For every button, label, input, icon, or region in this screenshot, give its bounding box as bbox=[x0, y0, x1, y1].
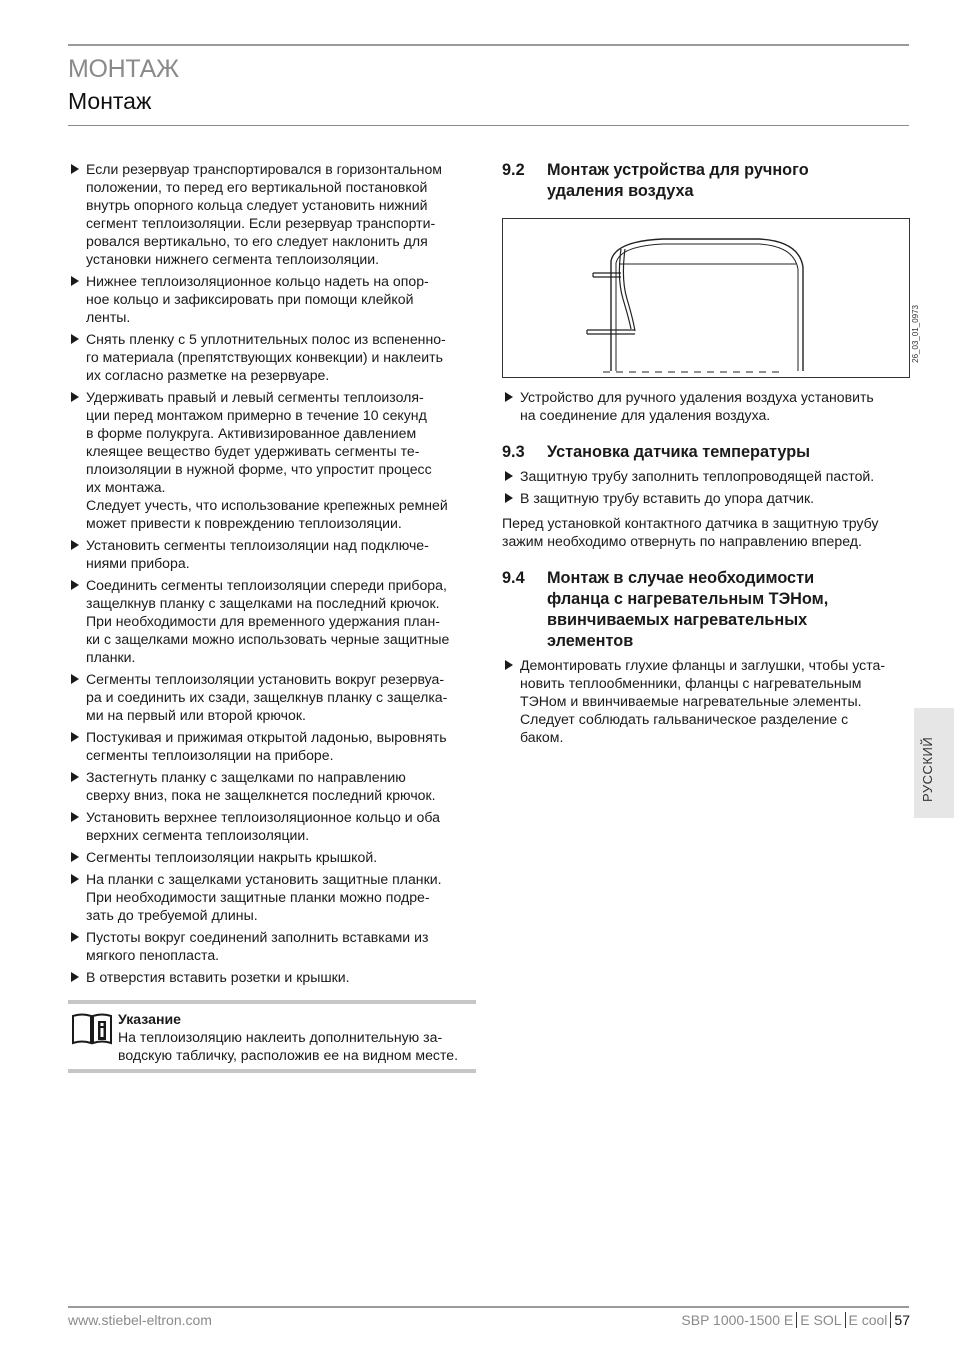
arrow-bullet-icon bbox=[71, 732, 79, 742]
footer-model-b: E SOL bbox=[800, 1312, 842, 1328]
installation-steps-list bbox=[68, 160, 476, 986]
arrow-bullet-icon bbox=[505, 660, 513, 670]
footer-separator bbox=[845, 1312, 846, 1328]
note-title: Указание bbox=[118, 1011, 181, 1027]
footer-website: www.stiebel-eltron.com bbox=[68, 1312, 212, 1328]
section-9-4-steps bbox=[502, 656, 910, 746]
arrow-bullet-icon bbox=[71, 540, 79, 550]
footer-model-a: SBP 1000-1500 E bbox=[681, 1312, 794, 1328]
section-heading: Монтаж bbox=[68, 88, 152, 114]
figure-code: 26_03_01_0973 bbox=[911, 305, 920, 363]
note-text: На теплоизоляцию наклеить дополнительную за- водскую табличку, расположив ее на видном месте. bbox=[118, 1029, 459, 1063]
list-item: Защитную трубу заполнить теплопроводящей пастой. bbox=[502, 467, 910, 485]
language-label: РУССКИЙ bbox=[920, 736, 935, 802]
section-9-3-heading bbox=[502, 442, 910, 463]
left-column bbox=[68, 160, 476, 1073]
arrow-bullet-icon bbox=[71, 580, 79, 590]
footer-separator bbox=[890, 1312, 891, 1328]
section-number: 9.4 bbox=[502, 569, 525, 587]
section-9-2-steps bbox=[502, 388, 910, 424]
list-item: Постукивая и прижимая открытой ладонью, выровнять сегменты теплоизоляции на приборе. bbox=[68, 728, 476, 764]
air-vent-figure bbox=[502, 218, 920, 378]
section-9-3-steps bbox=[502, 467, 910, 507]
list-item: Устройство для ручного удаления воздуха установить на соединение для удаления воздуха. bbox=[502, 388, 910, 424]
arrow-bullet-icon bbox=[71, 972, 79, 982]
section-number: 9.3 bbox=[502, 443, 525, 461]
header-bottom-rule bbox=[68, 125, 909, 126]
arrow-bullet-icon bbox=[71, 874, 79, 884]
page-number: 57 bbox=[894, 1312, 910, 1328]
section-title: Монтаж устройства для ручного удаления воздуха bbox=[547, 161, 809, 200]
section-9-3-paragraph: Перед установкой контактного датчика в защитную трубу зажим необходимо отвернуть по направлению вперед. bbox=[502, 515, 879, 549]
list-item: Сегменты теплоизоляции установить вокруг резервуа- ра и соединить их сзади, защелкнув планку с защелка- ми на первый или второй крючок. bbox=[68, 670, 476, 724]
list-item: Если резервуар транспортировался в горизонтальном положении, то перед его вертикальной постановкой внутрь опорного кольца следует установить нижний сегмент теплоизоляции. Если резервуар транспорти- ровался вертикально, то его следует наклонить для установки нижнего сегмента теплоизоляции. bbox=[68, 160, 476, 268]
arrow-bullet-icon bbox=[71, 852, 79, 862]
arrow-bullet-icon bbox=[505, 392, 513, 402]
arrow-bullet-icon bbox=[71, 772, 79, 782]
arrow-bullet-icon bbox=[505, 471, 513, 481]
footer-rule bbox=[68, 1306, 909, 1308]
list-item: В отверстия вставить розетки и крышки. bbox=[68, 968, 476, 986]
section-number: 9.2 bbox=[502, 161, 525, 179]
arrow-bullet-icon bbox=[71, 392, 79, 402]
tank-top-drawing bbox=[503, 219, 909, 375]
arrow-bullet-icon bbox=[71, 812, 79, 822]
arrow-bullet-icon bbox=[71, 276, 79, 286]
list-item: Застегнуть планку с защелками по направлению сверху вниз, пока не защелкнется последний крючок. bbox=[68, 768, 476, 804]
arrow-bullet-icon bbox=[71, 674, 79, 684]
arrow-bullet-icon bbox=[505, 493, 513, 503]
section-9-2-heading bbox=[502, 160, 910, 202]
list-item: Удерживать правый и левый сегменты теплоизоля- ции перед монтажом примерно в течение 10 секунд в форме полукруга. Активизированное давлением клеящее вещество будет удерживать сегменты те- плоизоляции в нужной форме, что упростит процесс их монтажа. Следует учесть, что использование крепежных ремней может привести к повреждению теплоизоляции. bbox=[68, 388, 476, 532]
arrow-bullet-icon bbox=[71, 164, 79, 174]
footer-separator bbox=[796, 1312, 797, 1328]
footer-model-info bbox=[681, 1312, 910, 1328]
section-9-4-heading bbox=[502, 568, 910, 652]
right-column bbox=[502, 160, 920, 750]
list-item: Нижнее теплоизоляционное кольцо надеть на опор- ное кольцо и зафиксировать при помощи клейкой ленты. bbox=[68, 272, 476, 326]
header-top-rule bbox=[68, 44, 909, 46]
list-item: Снять пленку с 5 уплотнительных полос из вспененно- го материала (препятствующих конвекции) и наклеить их согласно разметке на резервуаре. bbox=[68, 330, 476, 384]
list-item: На планки с защелками установить защитные планки. При необходимости защитные планки можно подре- зать до требуемой длины. bbox=[68, 870, 476, 924]
list-item: Установить сегменты теплоизоляции над подключе- ниями прибора. bbox=[68, 536, 476, 572]
info-book-icon bbox=[71, 1012, 113, 1046]
language-tab bbox=[914, 708, 954, 818]
section-heading-upper: МОНТАЖ bbox=[68, 55, 179, 83]
section-title: Монтаж в случае необходимости фланца с нагревательным ТЭНом, ввинчиваемых нагревательных элементов bbox=[547, 569, 829, 650]
arrow-bullet-icon bbox=[71, 334, 79, 344]
note-box bbox=[68, 1000, 476, 1073]
list-item: Демонтировать глухие фланцы и заглушки, чтобы уста- новить теплообменники, фланцы с нагревательным ТЭНом и ввинчиваемые нагревательные элементы. Следует соблюдать гальваническое разделение с баком. bbox=[502, 656, 910, 746]
list-item: В защитную трубу вставить до упора датчик. bbox=[502, 489, 910, 507]
list-item: Установить верхнее теплоизоляционное кольцо и оба верхних сегмента теплоизоляции. bbox=[68, 808, 476, 844]
arrow-bullet-icon bbox=[71, 932, 79, 942]
list-item: Пустоты вокруг соединений заполнить вставками из мягкого пенопласта. bbox=[68, 928, 476, 964]
list-item: Сегменты теплоизоляции накрыть крышкой. bbox=[68, 848, 476, 866]
footer-model-c: E cool bbox=[848, 1312, 888, 1328]
list-item: Соединить сегменты теплоизоляции спереди прибора, защелкнув планку с защелками на последний крючок. При необходимости для временного удержания план- ки с защелками можно использовать черные защитные планки. bbox=[68, 576, 476, 666]
section-title: Установка датчика температуры bbox=[547, 443, 811, 461]
